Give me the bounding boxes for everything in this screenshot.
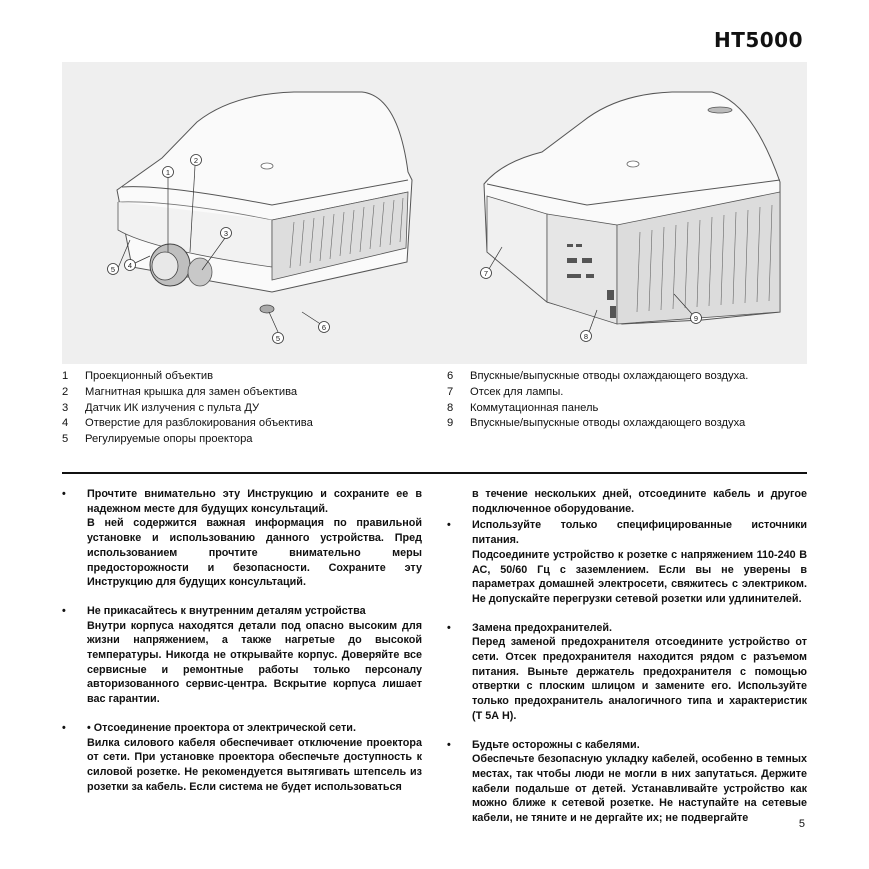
bullet: • [62, 721, 66, 734]
callout-5b: 5 [275, 333, 281, 343]
safety-item-body: Обеспечьте безопасную укладку кабелей, особенно в темных местах, так чтобы люди не могли в них запутаться. Держите кабели подальше от детей. Устанавливайте устройство как можно ближе к сетевой розетке. Не наступайте на сетевые кабели, не тяните и не дергайте их; не подвергайте [472, 753, 807, 825]
safety-item-title: Не прикасайтесь к внутренним деталям устройства [87, 604, 366, 617]
legend-text: Проекционный объектив [85, 370, 214, 382]
bullet: • [62, 604, 66, 617]
legend-number: 9 [447, 417, 454, 430]
continuation-text: в течение нескольких дней, отсоедините кабель и другое подключенное оборудование. [472, 488, 807, 515]
legend-left [62, 369, 313, 448]
callout-7: 7 [483, 268, 489, 278]
legend-item [447, 401, 748, 417]
section-divider [62, 472, 807, 474]
legend-item [62, 385, 313, 401]
bullet: • [62, 488, 66, 500]
safety-item-body: Внутри корпуса находятся детали под опасно высоким для жизни напряжением, а также нагретые до высокой температуры. Никогда не открывайте корпус. Доверяйте все сервисные и ремонтные работы только персоналу авторизованного сервис-центра. Вскрытие корпуса лишает вас гарантии. [87, 619, 422, 706]
legend-item [447, 416, 748, 432]
callout-2: 2 [193, 155, 199, 165]
bullet: • [447, 621, 451, 634]
bullet: • [447, 738, 451, 751]
legend-text: Магнитная крышка для замен объектива [85, 385, 298, 398]
legend-text: Впускные/выпускные отводы охлаждающего воздуха. [470, 370, 749, 382]
legend-number: 4 [62, 417, 69, 430]
safety-continuation [447, 487, 807, 516]
safety-item [447, 518, 807, 606]
legend-text: Коммутационная панель [470, 401, 599, 414]
legend-text: Впускные/выпускные отводы охлаждающего воздуха [470, 417, 746, 430]
safety-item [62, 721, 422, 795]
legend-number: 7 [447, 385, 454, 398]
legend-number: 1 [62, 370, 69, 382]
model-name: HT5000 [713, 28, 803, 52]
safety-item-body: Вилка силового кабеля обеспечивает отключение проектора от сети. При установке проектора обеспечьте доступность к силовой розетке. Не рекомендуется вытягивать штепсель из розетки за кабель. Если система не будет использоваться [87, 736, 422, 793]
page-number: 5 [798, 818, 805, 830]
safety-item [447, 738, 807, 826]
legend-item [62, 369, 313, 385]
safety-item-title: • Отсоединение проектора от электрической сети. [87, 721, 356, 734]
legend-text: Регулируемые опоры проектора [85, 433, 253, 446]
legend-number: 2 [62, 385, 69, 398]
legend-number: 5 [62, 433, 69, 446]
safety-column-left [62, 487, 422, 808]
legend-item [447, 369, 748, 385]
projector-illustrations [62, 62, 807, 364]
callout-1: 1 [165, 167, 171, 177]
callout-3: 3 [223, 228, 229, 238]
safety-item-title: Замена предохранителей. [472, 621, 613, 634]
safety-column-right [447, 487, 807, 840]
legend-number: 3 [62, 401, 69, 414]
safety-item-title: Прочтите внимательно эту Инструкцию и сохраните ее в надежном месте для будущих консультаций. [87, 488, 422, 515]
legend-item [62, 432, 313, 448]
safety-item-body: Перед заменой предохранителя отсоедините устройство от сети. Отсек предохранителя находится рядом с разъемом питания. Выньте держатель предохранителя с помощью отвертки с плоским шлицом и замените его. Используйте только предохранитель аналогичного типа и характеристик (Т 5А Н). [472, 636, 807, 722]
callout-4: 4 [127, 260, 133, 270]
callout-6: 6 [321, 322, 327, 332]
legend-number: 6 [447, 370, 454, 382]
legend-text: Отверстие для разблокирования объектива [85, 417, 313, 430]
safety-item [447, 621, 807, 724]
legend-item [62, 416, 313, 432]
safety-item-body: В ней содержится важная информация по правильной установке и использованию данного устройства. Пред использованием прочтите внимательно меры предосторожности и безопасности. Сохраните эту Инструкцию для будущих консультаций. [87, 517, 422, 589]
projector-front-view [108, 92, 413, 344]
safety-item-title: Будьте осторожны с кабелями. [472, 738, 640, 751]
bullet: • [447, 519, 451, 532]
safety-item [62, 487, 422, 590]
callout-8: 8 [583, 331, 589, 341]
projector-rear-view [481, 92, 781, 342]
legend-text: Датчик ИК излучения с пульта ДУ [85, 401, 260, 414]
legend-item [62, 401, 313, 417]
legend-text: Отсек для лампы. [470, 385, 564, 398]
callout-9: 9 [693, 313, 699, 323]
safety-item [62, 604, 422, 707]
callout-5a: 5 [110, 264, 116, 274]
legend-right [447, 369, 748, 432]
safety-item-title: Используйте только специфицированные источники питания. [472, 519, 807, 547]
safety-item-body: Подсоедините устройство к розетке с напряжением 110-240 В АС, 50/60 Гц с заземлением. Если вы не уверены в параметрах домашней электросети, свяжитесь с электриком. Не допускайте перегрузки сетевой розетки или удлинителей. [472, 548, 807, 605]
legend-item [447, 385, 748, 401]
legend-number: 8 [447, 401, 454, 414]
